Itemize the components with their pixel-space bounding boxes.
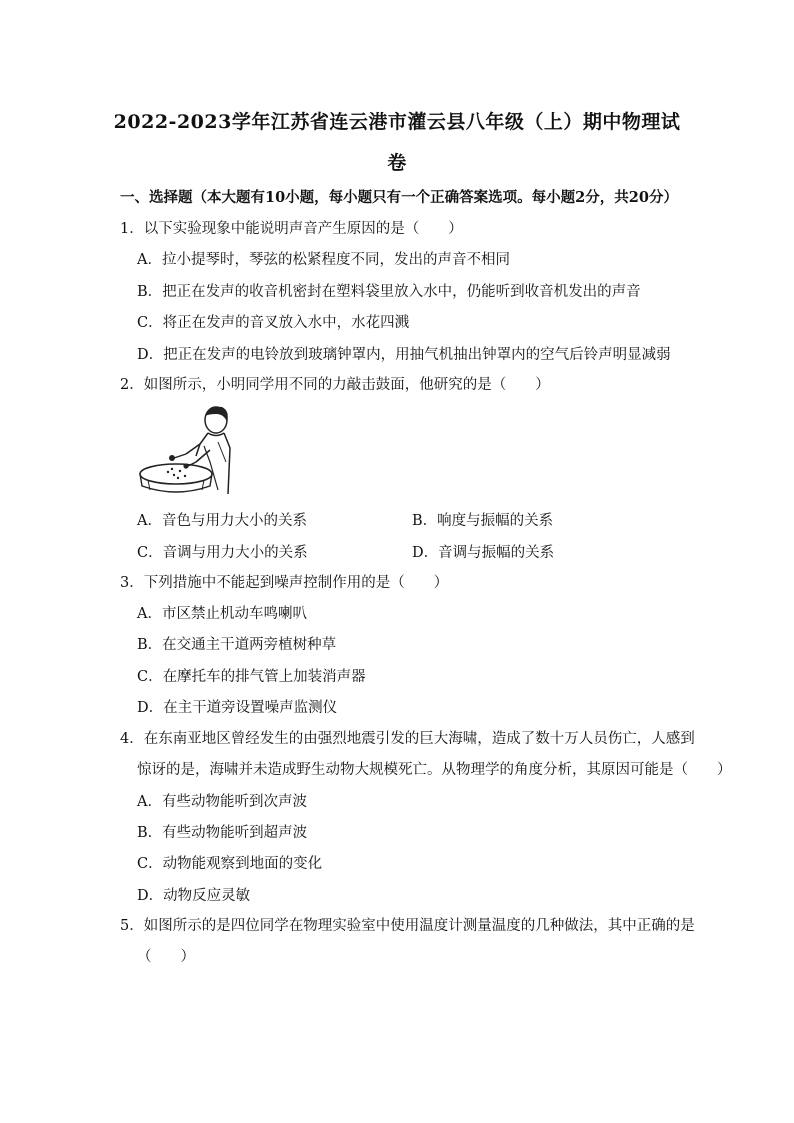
question-4-stem-line2: 惊讶的是，海啸并未造成野生动物大规模死亡。从物理学的角度分析，其原因可能是（ ） — [137, 762, 732, 778]
drum-figure — [138, 402, 238, 498]
question-1-option-d: D．把正在发声的电铃放到玻璃钟罩内，用抽气机抽出钟罩内的空气后铃声明显减弱 — [137, 347, 671, 363]
question-4-stem-line1: 4．在东南亚地区曾经发生的由强烈地震引发的巨大海啸，造成了数十万人员伤亡，人感到 — [120, 731, 695, 747]
question-4-option-b: B．有些动物能听到超声波 — [137, 825, 308, 841]
student-hitting-drum-illustration — [138, 402, 238, 498]
question-3-option-c: C．在摩托车的排气管上加装消声器 — [137, 669, 366, 685]
question-3-option-a: A．市区禁止机动车鸣喇叭 — [137, 606, 307, 622]
question-1-option-a: A．拉小提琴时，琴弦的松紧程度不同，发出的声音不相同 — [137, 252, 510, 268]
question-3-option-d: D．在主干道旁设置噪声监测仪 — [137, 700, 338, 716]
question-5-stem-line1: 5．如图所示的是四位同学在物理实验室中使用温度计测量温度的几种做法，其中正确的是 — [120, 918, 695, 934]
document-title-line1: 2022-2023学年江苏省连云港市灌云县八年级（上）期中物理试 — [113, 111, 681, 133]
question-2-option-c: C．音调与用力大小的关系 — [137, 545, 308, 561]
question-1-option-c: C．将正在发声的音叉放入水中，水花四溅 — [137, 315, 410, 331]
question-3-option-b: B．在交通主干道两旁植树种草 — [137, 637, 337, 653]
question-5-stem-line2: （ ） — [137, 949, 195, 965]
question-2-stem: 2．如图所示，小明同学用不同的力敲击鼓面，他研究的是（ ） — [120, 377, 550, 393]
question-1-stem: 1．以下实验现象中能说明声音产生原因的是（ ） — [120, 221, 463, 237]
document-title-line2: 卷 — [387, 152, 407, 174]
question-4-option-a: A．有些动物能听到次声波 — [137, 794, 307, 810]
question-1-option-b: B．把正在发声的收音机密封在塑料袋里放入水中，仍能听到收音机发出的声音 — [137, 284, 641, 300]
question-2-option-b: B．响度与振幅的关系 — [412, 513, 554, 529]
question-2-option-a: A．音色与用力大小的关系 — [137, 513, 307, 529]
question-3-stem: 3．下列措施中不能起到噪声控制作用的是（ ） — [120, 575, 449, 591]
question-4-option-c: C．动物能观察到地面的变化 — [137, 856, 323, 872]
section-heading: 一、选择题（本大题有10小题，每小题只有一个正确答案选项。每小题2分，共20分） — [120, 189, 678, 206]
question-4-option-d: D．动物反应灵敏 — [137, 888, 251, 904]
question-2-option-d: D．音调与振幅的关系 — [412, 545, 555, 561]
